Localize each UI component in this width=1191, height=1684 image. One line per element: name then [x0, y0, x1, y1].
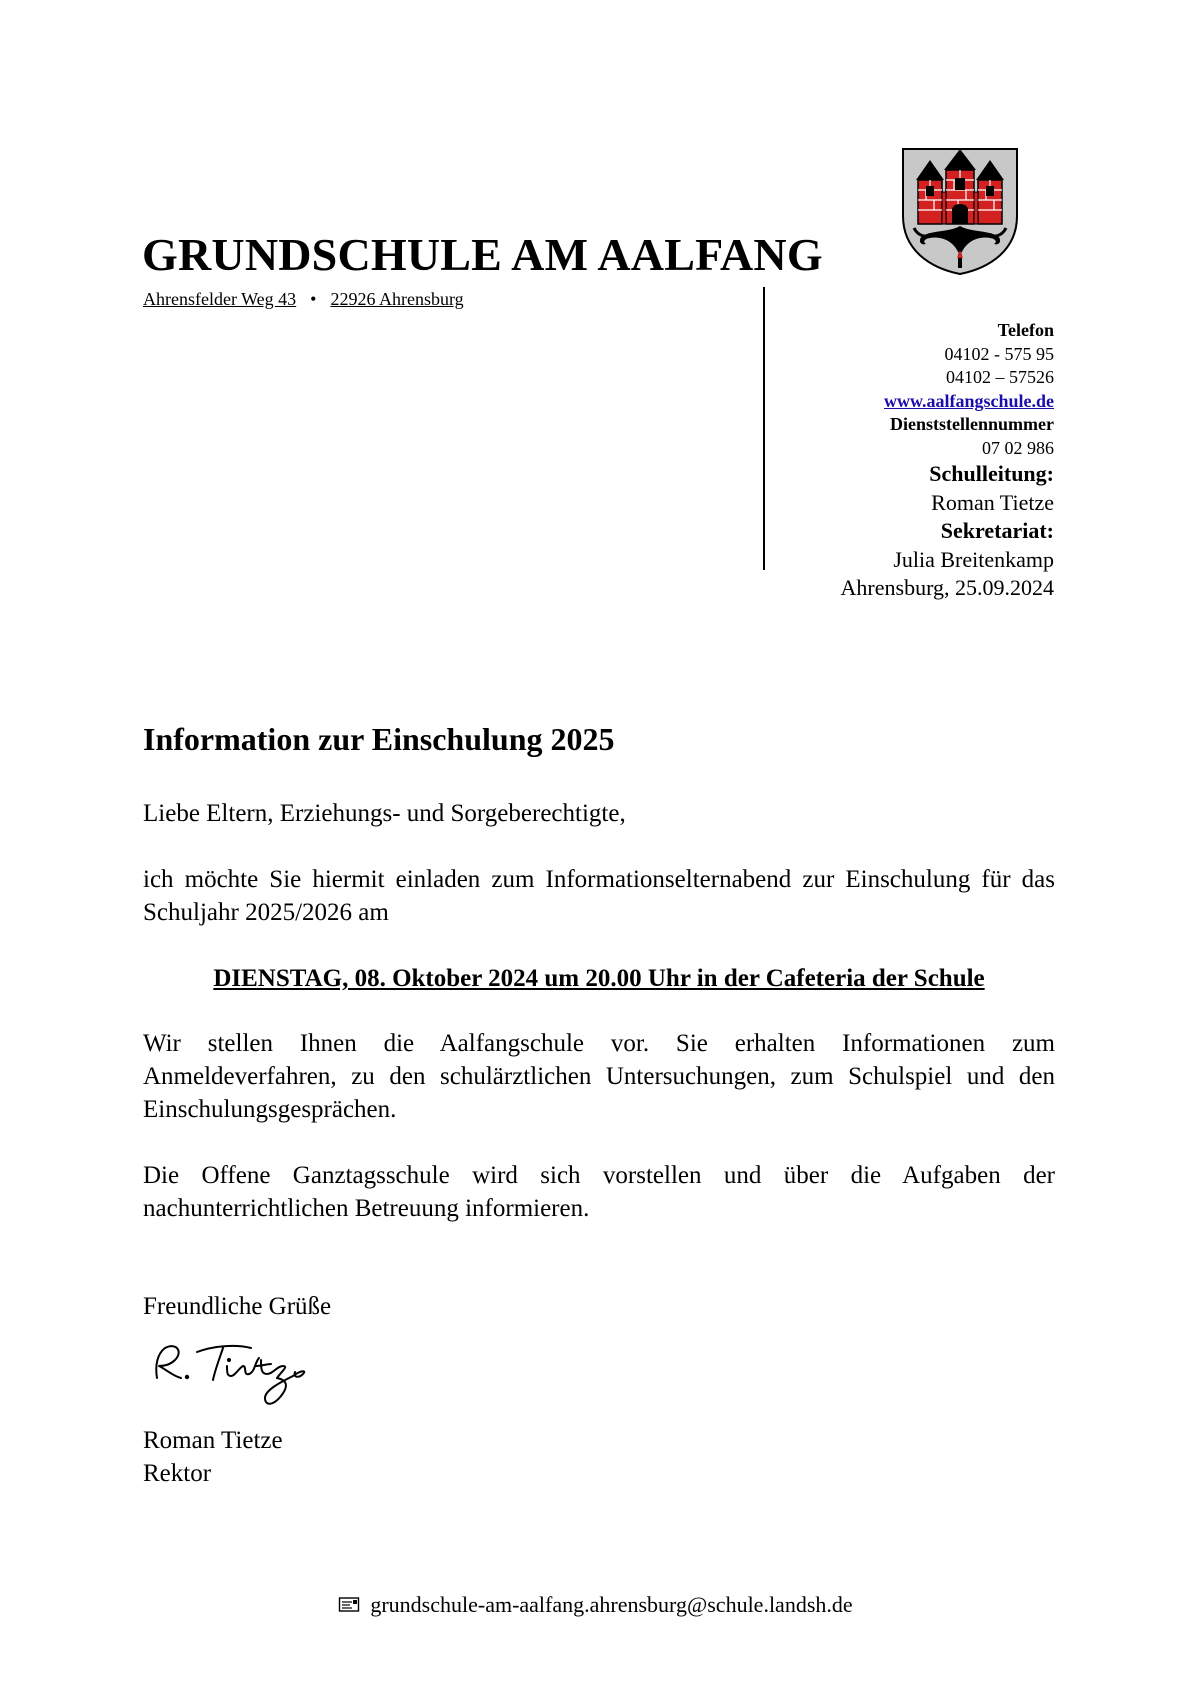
closing-greeting: Freundliche Grüße	[143, 1293, 332, 1320]
event-date-line: DIENSTAG, 08. Oktober 2024 um 20.00 Uhr in der Cafeteria der Schule	[213, 965, 985, 992]
handwritten-signature	[143, 1336, 323, 1416]
ahrensburg-coat-of-arms-icon	[900, 146, 1020, 276]
phone-number-1: 04102 - 575 95	[944, 343, 1054, 364]
signer-title: Rektor	[143, 1460, 212, 1487]
signer-name: Roman Tietze	[143, 1427, 283, 1454]
telefon-label: Telefon	[997, 320, 1054, 340]
envelope-icon	[338, 1596, 362, 1614]
principal-label: Schulleitung:	[929, 461, 1054, 486]
address-street: Ahrensfelder Weg 43	[143, 289, 297, 309]
school-intro-paragraph: Wir stellen Ihnen die Aalfangschule vor. Sie erhalten Informationen zum Anmeldeverfahren, zu den schulärztlichen Untersuchungen, zum Schulspiel und den Einschulungsgesprächen.	[143, 1030, 1055, 1123]
letter-heading: Information zur Einschulung 2025	[143, 721, 615, 757]
footer-email-line	[0, 1594, 1191, 1616]
principal-name: Roman Tietze	[931, 489, 1054, 515]
ogs-paragraph: Die Offene Ganztagsschule wird sich vorstellen und über die Aufgaben der nachunterrichtlichen Betreuung informieren.	[143, 1162, 1055, 1222]
office-number: 07 02 986	[982, 437, 1054, 458]
phone-number-2: 04102 – 57526	[946, 367, 1054, 387]
address-separator: •	[310, 289, 317, 309]
place-date: Ahrensburg, 25.09.2024	[840, 575, 1054, 600]
address-city: 22926 Ahrensburg	[330, 289, 464, 309]
website-link[interactable]: www.aalfangschule.de	[883, 390, 1054, 411]
salutation: Liebe Eltern, Erziehungs- und Sorgeberechtigte,	[143, 800, 626, 827]
school-email[interactable]: grundschule-am-aalfang.ahrensburg@schule.landsh.de	[370, 1592, 853, 1617]
invitation-paragraph: ich möchte Sie hiermit einladen zum Informationselternabend zur Einschulung für das Schuljahr 2025/2026 am	[143, 866, 1055, 926]
office-number-label: Dienststellennummer	[890, 414, 1054, 434]
school-address	[143, 290, 464, 308]
secretary-label: Sekretariat:	[940, 518, 1054, 543]
contact-block	[841, 319, 1054, 603]
school-name: GRUNDSCHULE AM AALFANG	[142, 229, 823, 280]
vertical-divider	[763, 287, 765, 570]
secretary-name: Julia Breitenkamp	[893, 546, 1054, 572]
